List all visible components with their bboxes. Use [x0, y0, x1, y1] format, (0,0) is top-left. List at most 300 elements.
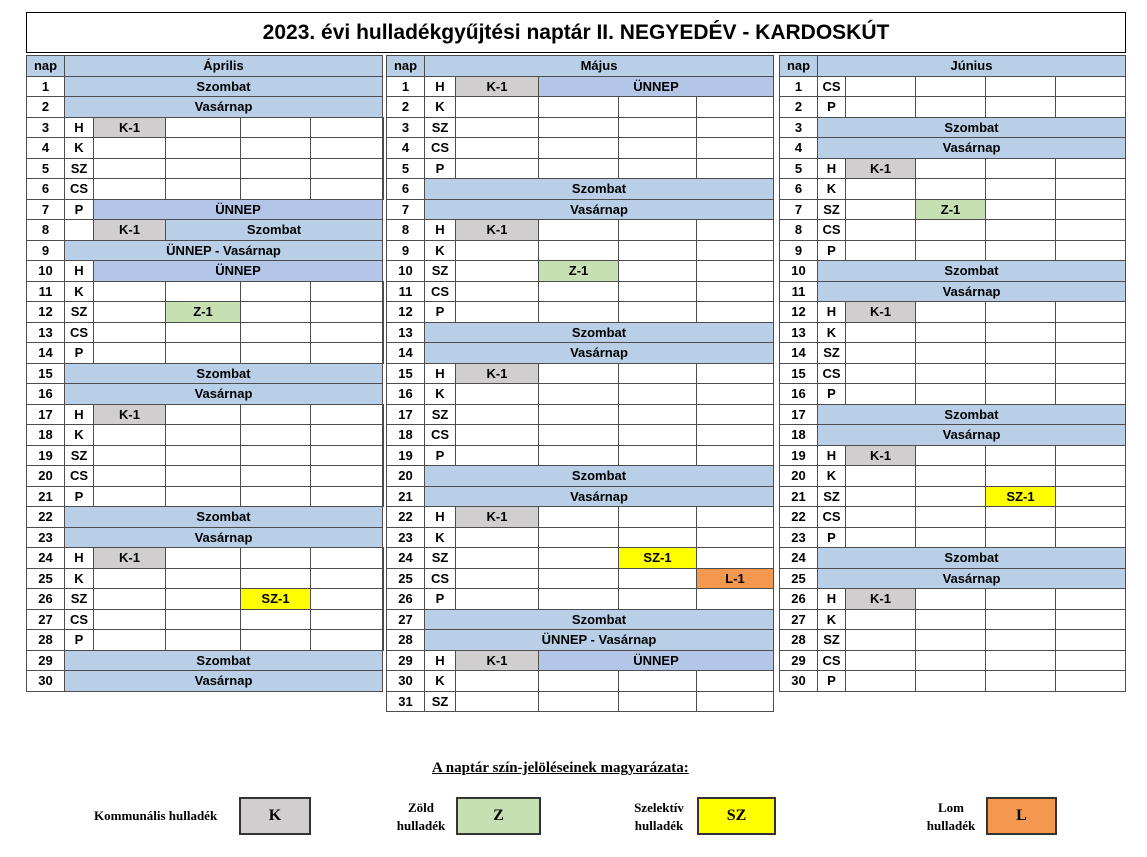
empty-cell [986, 343, 1056, 364]
empty-cell [539, 117, 619, 138]
day-band: Szombat [166, 220, 383, 241]
empty-cell [241, 117, 311, 138]
empty-cell [986, 302, 1056, 323]
legend-title: A naptár szín-jelöléseinek magyarázata: [432, 760, 689, 776]
day-band: ÜNNEP - Vasárnap [65, 240, 383, 261]
legend-label-bulky-line1: Lom [938, 800, 964, 815]
day-band: Vasárnap [818, 568, 1126, 589]
day-row [780, 261, 1126, 282]
weekday: CS [425, 568, 456, 589]
day-number: 10 [387, 261, 425, 282]
day-number: 12 [780, 302, 818, 323]
empty-cell [456, 384, 539, 405]
empty-cell [241, 466, 311, 487]
legend-label-selective [622, 799, 696, 835]
empty-cell [619, 691, 697, 712]
day-row [27, 589, 384, 610]
day-number: 11 [27, 281, 65, 302]
empty-cell [916, 343, 986, 364]
weekday: CS [818, 507, 846, 528]
day-number: 6 [387, 179, 425, 200]
month-name: Június [818, 56, 1126, 77]
day-row [780, 404, 1126, 425]
collection-cell: K-1 [456, 507, 539, 528]
month-table [779, 55, 1126, 692]
empty-cell [241, 138, 311, 159]
empty-cell [916, 445, 986, 466]
empty-cell [539, 384, 619, 405]
empty-cell [456, 691, 539, 712]
day-number: 10 [780, 261, 818, 282]
empty-cell [986, 240, 1056, 261]
empty-cell [383, 343, 384, 364]
collection-cell: K-1 [456, 363, 539, 384]
empty-cell [986, 220, 1056, 241]
weekday: K [65, 138, 94, 159]
day-number: 9 [387, 240, 425, 261]
weekday: H [425, 363, 456, 384]
day-band: Szombat [425, 466, 774, 487]
day-number: 20 [387, 466, 425, 487]
empty-cell [311, 486, 383, 507]
empty-cell [166, 138, 241, 159]
collection-cell: K-1 [456, 76, 539, 97]
day-number: 5 [780, 158, 818, 179]
day-number: 18 [780, 425, 818, 446]
day-band: Szombat [818, 548, 1126, 569]
day-row [780, 97, 1126, 118]
collection-cell: SZ-1 [619, 548, 697, 569]
empty-cell [986, 158, 1056, 179]
day-number: 27 [387, 609, 425, 630]
day-number: 17 [27, 404, 65, 425]
empty-cell [539, 302, 619, 323]
weekday [65, 220, 94, 241]
day-row [387, 466, 774, 487]
day-band: Szombat [818, 261, 1126, 282]
day-band: Szombat [425, 609, 774, 630]
legend-label-selective-line1: Szelektív [634, 800, 684, 815]
empty-cell [456, 445, 539, 466]
legend-swatch-communal: K [239, 797, 311, 835]
empty-cell [916, 158, 986, 179]
empty-cell [456, 138, 539, 159]
day-number: 22 [27, 507, 65, 528]
empty-cell [311, 609, 383, 630]
weekday: CS [818, 650, 846, 671]
empty-cell [697, 240, 774, 261]
empty-cell [1056, 302, 1126, 323]
day-number: 26 [780, 589, 818, 610]
day-number: 5 [387, 158, 425, 179]
day-row [27, 199, 384, 220]
day-number: 28 [387, 630, 425, 651]
weekday: SZ [65, 589, 94, 610]
empty-cell [697, 302, 774, 323]
weekday: CS [65, 179, 94, 200]
empty-cell [383, 179, 384, 200]
day-row [387, 404, 774, 425]
day-row [387, 589, 774, 610]
weekday: K [65, 568, 94, 589]
day-band: Szombat [65, 363, 383, 384]
empty-cell [1056, 650, 1126, 671]
day-row [387, 322, 774, 343]
day-number: 23 [387, 527, 425, 548]
empty-cell [94, 322, 166, 343]
day-row [27, 240, 384, 261]
empty-cell [383, 466, 384, 487]
collection-cell: Z-1 [916, 199, 986, 220]
day-row [27, 548, 384, 569]
empty-cell [456, 404, 539, 425]
empty-cell [166, 568, 241, 589]
empty-cell [986, 363, 1056, 384]
day-number: 16 [780, 384, 818, 405]
collection-cell: SZ-1 [241, 589, 311, 610]
day-row [780, 322, 1126, 343]
empty-cell [166, 281, 241, 302]
weekday: P [425, 589, 456, 610]
collection-cell: K-1 [846, 158, 916, 179]
day-row [27, 404, 384, 425]
collection-cell: K-1 [846, 589, 916, 610]
weekday: K [818, 609, 846, 630]
day-row [387, 199, 774, 220]
day-row [27, 179, 384, 200]
empty-cell [1056, 179, 1126, 200]
day-row [780, 507, 1126, 528]
day-row [387, 158, 774, 179]
weekday: CS [425, 425, 456, 446]
day-row [387, 240, 774, 261]
weekday: K [818, 466, 846, 487]
day-row [27, 158, 384, 179]
empty-cell [539, 281, 619, 302]
collection-cell: Z-1 [539, 261, 619, 282]
empty-cell [619, 220, 697, 241]
empty-cell [697, 363, 774, 384]
empty-cell [539, 240, 619, 261]
day-band: Szombat [425, 179, 774, 200]
day-row [780, 179, 1126, 200]
day-number: 26 [387, 589, 425, 610]
day-row [27, 609, 384, 630]
day-row [27, 281, 384, 302]
empty-cell [241, 568, 311, 589]
day-number: 4 [27, 138, 65, 159]
day-row [27, 445, 384, 466]
weekday: P [818, 527, 846, 548]
empty-cell [916, 630, 986, 651]
day-row [27, 220, 384, 241]
empty-cell [94, 609, 166, 630]
day-row [780, 589, 1126, 610]
weekday: K [425, 240, 456, 261]
day-number: 11 [387, 281, 425, 302]
empty-cell [697, 261, 774, 282]
day-row [780, 650, 1126, 671]
day-row [27, 630, 384, 651]
empty-cell [1056, 158, 1126, 179]
weekday: CS [818, 363, 846, 384]
day-number: 8 [387, 220, 425, 241]
legend-label-communal: Kommunális hulladék [94, 808, 218, 823]
day-number: 3 [387, 117, 425, 138]
empty-cell [846, 527, 916, 548]
empty-cell [241, 322, 311, 343]
empty-cell [539, 671, 619, 692]
empty-cell [539, 445, 619, 466]
day-number: 2 [780, 97, 818, 118]
collection-cell: K-1 [94, 548, 166, 569]
day-row [780, 425, 1126, 446]
day-row [387, 507, 774, 528]
day-band: Szombat [818, 117, 1126, 138]
empty-cell [697, 671, 774, 692]
empty-cell [166, 322, 241, 343]
empty-cell [311, 158, 383, 179]
empty-cell [94, 179, 166, 200]
day-number: 8 [27, 220, 65, 241]
nap-header: nap [27, 56, 65, 77]
day-number: 6 [27, 179, 65, 200]
empty-cell [619, 589, 697, 610]
collection-cell: K-1 [846, 445, 916, 466]
day-number: 30 [27, 671, 65, 692]
month-table [386, 55, 774, 712]
empty-cell [1056, 97, 1126, 118]
empty-cell [1056, 322, 1126, 343]
day-row [27, 76, 384, 97]
weekday: K [65, 425, 94, 446]
empty-cell [94, 302, 166, 323]
weekday: P [818, 97, 846, 118]
empty-cell [241, 486, 311, 507]
empty-cell [241, 158, 311, 179]
weekday: P [425, 302, 456, 323]
empty-cell [539, 568, 619, 589]
day-number: 22 [387, 507, 425, 528]
day-number: 25 [780, 568, 818, 589]
empty-cell [94, 568, 166, 589]
day-number: 23 [780, 527, 818, 548]
day-row [780, 445, 1126, 466]
day-number: 29 [27, 650, 65, 671]
empty-cell [311, 445, 383, 466]
weekday: P [818, 671, 846, 692]
month-april [26, 55, 384, 692]
empty-cell [916, 240, 986, 261]
empty-cell [456, 548, 539, 569]
day-row [27, 507, 384, 528]
empty-cell [986, 609, 1056, 630]
day-number: 21 [780, 486, 818, 507]
day-band: Vasárnap [818, 281, 1126, 302]
empty-cell [383, 302, 384, 323]
weekday: K [425, 527, 456, 548]
empty-cell [697, 138, 774, 159]
weekday: SZ [818, 199, 846, 220]
empty-cell [697, 691, 774, 712]
day-row [387, 302, 774, 323]
day-number: 21 [387, 486, 425, 507]
day-row [387, 445, 774, 466]
empty-cell [311, 404, 383, 425]
weekday: SZ [425, 691, 456, 712]
collection-cell: L-1 [697, 568, 774, 589]
weekday: H [425, 220, 456, 241]
weekday: H [65, 548, 94, 569]
weekday: P [65, 199, 94, 220]
empty-cell [166, 445, 241, 466]
empty-cell [697, 589, 774, 610]
day-band: ÜNNEP - Vasárnap [425, 630, 774, 651]
day-number: 15 [387, 363, 425, 384]
day-row [27, 650, 384, 671]
empty-cell [241, 445, 311, 466]
day-number: 18 [387, 425, 425, 446]
weekday: SZ [65, 302, 94, 323]
empty-cell [846, 466, 916, 487]
day-band: Szombat [425, 322, 774, 343]
empty-cell [311, 630, 383, 651]
day-number: 9 [27, 240, 65, 261]
empty-cell [916, 671, 986, 692]
empty-cell [916, 589, 986, 610]
collection-cell: SZ-1 [986, 486, 1056, 507]
empty-cell [619, 568, 697, 589]
empty-cell [539, 363, 619, 384]
day-number: 14 [387, 343, 425, 364]
empty-cell [383, 425, 384, 446]
collection-cell: K-1 [846, 302, 916, 323]
empty-cell [1056, 671, 1126, 692]
empty-cell [916, 322, 986, 343]
empty-cell [916, 486, 986, 507]
empty-cell [1056, 507, 1126, 528]
empty-cell [619, 671, 697, 692]
weekday: CS [425, 281, 456, 302]
empty-cell [94, 425, 166, 446]
day-row [27, 322, 384, 343]
legend-label-green [386, 799, 456, 835]
day-row [387, 486, 774, 507]
empty-cell [1056, 486, 1126, 507]
empty-cell [166, 343, 241, 364]
collection-cell: Z-1 [166, 302, 241, 323]
empty-cell [94, 138, 166, 159]
empty-cell [311, 589, 383, 610]
empty-cell [241, 548, 311, 569]
empty-cell [539, 425, 619, 446]
empty-cell [456, 158, 539, 179]
day-row [387, 425, 774, 446]
empty-cell [619, 117, 697, 138]
day-row [27, 466, 384, 487]
empty-cell [166, 609, 241, 630]
empty-cell [986, 589, 1056, 610]
day-row [387, 363, 774, 384]
day-band: Vasárnap [65, 97, 383, 118]
day-band: Vasárnap [425, 343, 774, 364]
day-band: Szombat [65, 650, 383, 671]
day-number: 12 [387, 302, 425, 323]
empty-cell [619, 404, 697, 425]
empty-cell [619, 384, 697, 405]
empty-cell [241, 609, 311, 630]
weekday: CS [425, 138, 456, 159]
empty-cell [916, 97, 986, 118]
empty-cell [456, 568, 539, 589]
day-band: Vasárnap [65, 527, 383, 548]
day-number: 27 [27, 609, 65, 630]
day-number: 22 [780, 507, 818, 528]
weekday: K [425, 97, 456, 118]
empty-cell [1056, 343, 1126, 364]
empty-cell [697, 158, 774, 179]
day-row [387, 117, 774, 138]
empty-cell [619, 97, 697, 118]
empty-cell [916, 507, 986, 528]
weekday: P [425, 158, 456, 179]
day-row [780, 384, 1126, 405]
empty-cell [1056, 445, 1126, 466]
empty-cell [539, 548, 619, 569]
empty-cell [241, 404, 311, 425]
holiday-cell: ÜNNEP [539, 76, 774, 97]
day-row [780, 281, 1126, 302]
day-number: 28 [27, 630, 65, 651]
empty-cell [539, 158, 619, 179]
day-row [780, 240, 1126, 261]
empty-cell [846, 240, 916, 261]
day-number: 3 [780, 117, 818, 138]
day-number: 4 [780, 138, 818, 159]
empty-cell [456, 117, 539, 138]
empty-cell [697, 425, 774, 446]
empty-cell [1056, 589, 1126, 610]
day-number: 19 [27, 445, 65, 466]
weekday: SZ [425, 404, 456, 425]
weekday: CS [818, 220, 846, 241]
day-number: 14 [27, 343, 65, 364]
weekday: H [425, 507, 456, 528]
day-band: Vasárnap [818, 138, 1126, 159]
day-number: 25 [387, 568, 425, 589]
empty-cell [619, 425, 697, 446]
empty-cell [383, 609, 384, 630]
empty-cell [311, 343, 383, 364]
empty-cell [383, 117, 384, 138]
empty-cell [1056, 384, 1126, 405]
empty-cell [986, 445, 1056, 466]
day-number: 25 [27, 568, 65, 589]
day-row [27, 117, 384, 138]
day-row [387, 548, 774, 569]
day-row [27, 384, 384, 405]
empty-cell [846, 220, 916, 241]
empty-cell [166, 466, 241, 487]
empty-cell [846, 650, 916, 671]
day-row [387, 609, 774, 630]
empty-cell [619, 281, 697, 302]
collection-cell: K-1 [94, 220, 166, 241]
weekday: SZ [818, 630, 846, 651]
empty-cell [916, 466, 986, 487]
empty-cell [241, 179, 311, 200]
day-number: 7 [27, 199, 65, 220]
